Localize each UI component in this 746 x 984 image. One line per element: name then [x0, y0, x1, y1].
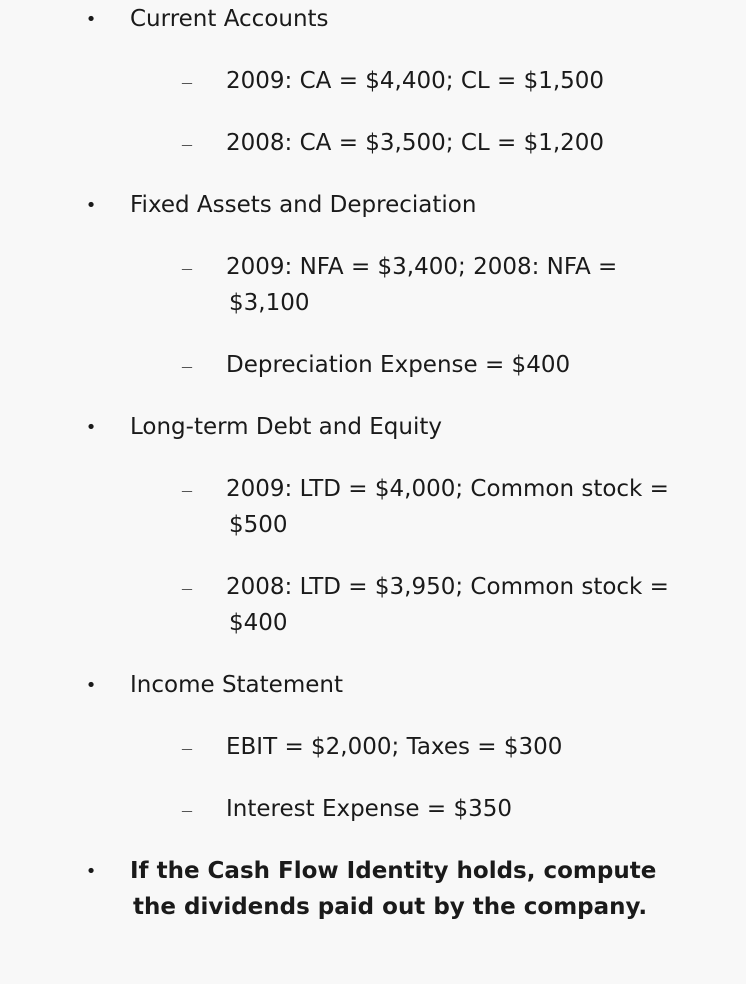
dash-icon: –	[182, 71, 192, 93]
section-title: Fixed Assets and Depreciation	[130, 192, 477, 218]
list-item-line: 2009: NFA = $3,400; 2008: NFA =	[226, 254, 618, 280]
question-line: If the Cash Flow Identity holds, compute	[130, 858, 657, 884]
list-item: 2009: CA = $4,400; CL = $1,500	[226, 68, 605, 94]
list-item	[226, 249, 696, 321]
section-title: Income Statement	[130, 672, 343, 698]
list-item: EBIT = $2,000; Taxes = $300	[226, 734, 563, 760]
list-item-line: 2008: LTD = $3,950; Common stock =	[226, 574, 669, 600]
dash-icon: –	[182, 133, 192, 155]
list-item	[226, 471, 696, 543]
list-item-line: $400	[229, 610, 288, 636]
dash-icon: –	[182, 577, 192, 599]
bullet-icon: •	[85, 675, 97, 696]
dash-icon: –	[182, 799, 192, 821]
list-item-line: 2009: LTD = $4,000; Common stock =	[226, 476, 669, 502]
bullet-icon: •	[85, 861, 97, 882]
list-item-line: $3,100	[229, 290, 310, 316]
dash-icon: –	[182, 479, 192, 501]
bullet-icon: •	[85, 417, 97, 438]
dash-icon: –	[182, 355, 192, 377]
question-line: the dividends paid out by the company.	[133, 894, 648, 920]
list-item: Interest Expense = $350	[226, 796, 512, 822]
bullet-icon: •	[85, 195, 97, 216]
section-title: Current Accounts	[130, 6, 329, 32]
question-text	[130, 853, 690, 925]
list-item	[226, 569, 696, 641]
list-item: Depreciation Expense = $400	[226, 352, 571, 378]
list-item: 2008: CA = $3,500; CL = $1,200	[226, 130, 605, 156]
list-item-line: $500	[229, 512, 288, 538]
dash-icon: –	[182, 737, 192, 759]
dash-icon: –	[182, 257, 192, 279]
bullet-icon: •	[85, 9, 97, 30]
section-title: Long-term Debt and Equity	[130, 414, 442, 440]
